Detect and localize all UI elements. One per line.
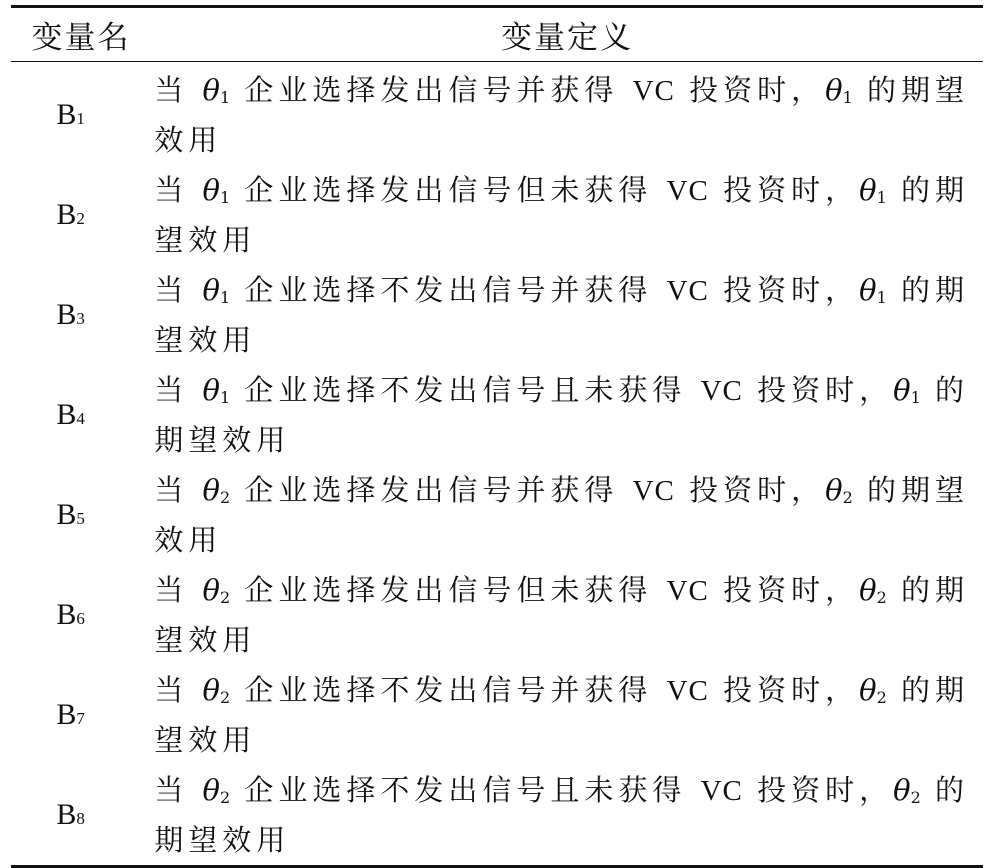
variable-definition-cell <box>130 465 983 565</box>
definition-text-middle: 企业选择不发出信号并获得 <box>230 673 667 707</box>
definition-text-investment: 投资时， <box>742 373 894 407</box>
definition-text-investment: 投资时， <box>708 173 860 207</box>
theta-subscript: 1 <box>219 88 231 107</box>
vc-label: VC <box>632 75 675 107</box>
header-variable-definition: 变量定义 <box>501 20 633 56</box>
definition-text-middle: 企业选择不发出信号并获得 <box>230 273 667 307</box>
theta-subscript: 2 <box>219 488 231 507</box>
theta-subscript: 1 <box>219 188 231 207</box>
definition-text-investment: 投资时， <box>708 573 860 607</box>
table-header <box>11 8 983 61</box>
theta-subscript: 2 <box>842 488 853 507</box>
definition-text-middle: 企业选择发出信号并获得 <box>230 73 633 107</box>
definition-text-end: 的期 <box>886 673 969 707</box>
definition-line-1 <box>154 465 969 515</box>
variable-letter: B <box>56 498 77 531</box>
vc-label: VC <box>666 675 709 707</box>
table-row <box>11 265 983 365</box>
definition-text-middle: 企业选择发出信号并获得 <box>230 473 633 507</box>
theta-subscript: 2 <box>219 688 231 707</box>
theta-symbol: $\theta_2$ <box>859 573 887 607</box>
variable-definition-cell <box>130 765 983 865</box>
theta-symbol: $\theta_2$ <box>202 573 231 607</box>
variable-subscript: 3 <box>76 309 85 328</box>
definition-text-middle: 企业选择不发出信号且未获得 <box>230 773 701 807</box>
theta-subscript: 1 <box>842 88 853 107</box>
vc-label: VC <box>666 275 709 307</box>
definition-text-investment: 投资时， <box>708 673 860 707</box>
variable-name-cell <box>11 365 130 465</box>
theta-subscript: 2 <box>219 788 231 807</box>
definition-text-middle: 企业选择不发出信号且未获得 <box>230 373 701 407</box>
definition-text-end: 的期望 <box>852 73 969 107</box>
definition-line-2: 效用 <box>154 523 223 557</box>
theta-symbol: $\theta_2$ <box>859 673 887 707</box>
theta-subscript: 2 <box>876 688 887 707</box>
definition-line-1 <box>154 665 969 715</box>
theta-subscript: 1 <box>910 388 921 407</box>
definition-text-investment: 投资时， <box>674 473 826 507</box>
variable-name-cell <box>11 565 130 665</box>
theta-symbol: $\theta_1$ <box>202 373 231 407</box>
variable-subscript: 2 <box>76 209 85 228</box>
definition-line-2: 期望效用 <box>154 823 291 857</box>
variable-letter: B <box>56 298 77 331</box>
vc-label: VC <box>700 375 743 407</box>
table-row <box>11 565 983 665</box>
definition-line-1 <box>154 565 969 615</box>
definition-line-2: 效用 <box>154 123 223 157</box>
table-body <box>11 62 983 865</box>
definition-line-1 <box>154 265 969 315</box>
theta-subscript: 2 <box>219 588 231 607</box>
variable-definition-cell <box>130 365 983 465</box>
variable-subscript: 6 <box>76 609 85 628</box>
variable-name-cell <box>11 665 130 765</box>
theta-symbol: $\theta_2$ <box>825 473 853 507</box>
theta-symbol: $\theta_1$ <box>859 273 887 307</box>
definition-text-end: 的期 <box>886 173 969 207</box>
theta-symbol: $\theta_1$ <box>202 173 231 207</box>
definition-line-2: 期望效用 <box>154 423 291 457</box>
definition-text-start: 当 <box>154 773 203 807</box>
variable-definition-table <box>11 5 983 868</box>
definition-line-2: 望效用 <box>154 223 257 257</box>
definition-line-1 <box>154 165 969 215</box>
table-row <box>11 765 983 865</box>
vc-label: VC <box>700 775 743 807</box>
variable-letter: B <box>56 198 77 231</box>
variable-name-cell <box>11 465 130 565</box>
variable-name-cell <box>11 65 130 165</box>
theta-symbol: $\theta_2$ <box>202 773 231 807</box>
table-row <box>11 65 983 165</box>
variable-definition-cell <box>130 565 983 665</box>
definition-text-investment: 投资时， <box>742 773 894 807</box>
variable-letter: B <box>56 98 77 131</box>
definition-line-2: 望效用 <box>154 623 257 657</box>
definition-line-1 <box>154 365 969 415</box>
definition-text-end: 的期 <box>886 273 969 307</box>
theta-symbol: $\theta_2$ <box>202 473 231 507</box>
definition-text-end: 的 <box>920 773 969 807</box>
variable-subscript: 1 <box>76 109 85 128</box>
variable-letter: B <box>56 398 77 431</box>
table-row <box>11 465 983 565</box>
table-row <box>11 365 983 465</box>
definition-text-start: 当 <box>154 673 203 707</box>
theta-subscript: 1 <box>219 388 231 407</box>
definition-line-1 <box>154 65 969 115</box>
definition-text-start: 当 <box>154 473 203 507</box>
theta-symbol: $\theta_1$ <box>202 73 231 107</box>
definition-text-end: 的 <box>920 373 969 407</box>
vc-label: VC <box>666 175 709 207</box>
variable-letter: B <box>56 598 77 631</box>
variable-letter: B <box>56 698 77 731</box>
table-row <box>11 165 983 265</box>
theta-subscript: 2 <box>876 588 887 607</box>
variable-letter: B <box>56 798 77 831</box>
theta-subscript: 1 <box>876 288 887 307</box>
theta-subscript: 2 <box>910 788 921 807</box>
variable-name-cell <box>11 165 130 265</box>
definition-text-start: 当 <box>154 273 203 307</box>
definition-text-investment: 投资时， <box>674 73 826 107</box>
variable-definition-cell <box>130 165 983 265</box>
theta-symbol: $\theta_2$ <box>202 673 231 707</box>
definition-text-end: 的期望 <box>852 473 969 507</box>
vc-label: VC <box>666 575 709 607</box>
variable-name-cell <box>11 765 130 865</box>
theta-symbol: $\theta_1$ <box>202 273 231 307</box>
variable-subscript: 4 <box>76 409 85 428</box>
theta-symbol: $\theta_2$ <box>893 773 921 807</box>
theta-subscript: 1 <box>219 288 231 307</box>
variable-definition-cell <box>130 65 983 165</box>
definition-text-start: 当 <box>154 73 203 107</box>
variable-name-cell <box>11 265 130 365</box>
table-row <box>11 665 983 765</box>
variable-subscript: 5 <box>76 509 85 528</box>
definition-text-start: 当 <box>154 173 203 207</box>
definition-text-investment: 投资时， <box>708 273 860 307</box>
variable-definition-cell <box>130 665 983 765</box>
variable-subscript: 7 <box>76 709 85 728</box>
variable-definition-cell <box>130 265 983 365</box>
definition-line-2: 望效用 <box>154 323 257 357</box>
definition-text-end: 的期 <box>886 573 969 607</box>
theta-symbol: $\theta_1$ <box>893 373 921 407</box>
theta-subscript: 1 <box>876 188 887 207</box>
definition-line-1 <box>154 765 969 815</box>
theta-symbol: $\theta_1$ <box>859 173 887 207</box>
definition-text-start: 当 <box>154 373 203 407</box>
header-variable-name: 变量名 <box>31 20 131 56</box>
definition-line-2: 望效用 <box>154 723 257 757</box>
definition-text-middle: 企业选择发出信号但未获得 <box>230 573 667 607</box>
theta-symbol: $\theta_1$ <box>825 73 853 107</box>
vc-label: VC <box>632 475 675 507</box>
variable-subscript: 8 <box>76 809 85 828</box>
definition-text-start: 当 <box>154 573 203 607</box>
definition-text-middle: 企业选择发出信号但未获得 <box>230 173 667 207</box>
